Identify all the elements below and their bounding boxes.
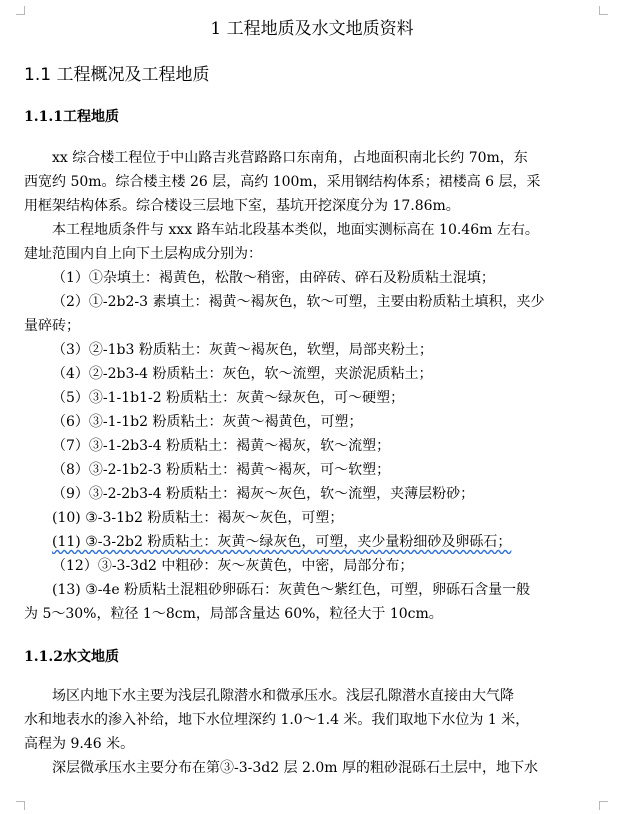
list-item: （8）③-2-1b2-3 粉质粘土：褐黄～褐灰，可～软塑；: [52, 462, 391, 478]
list-item: (10) ③-3-1b2 粉质粘土：褐灰～灰色，可塑；: [52, 510, 344, 526]
subsection-heading-geology: 1.1.1工程地质: [24, 109, 119, 125]
paragraph-line: 用框架结构体系。综合楼设三层地下室，基坑开挖深度分为 17.86m。: [24, 198, 460, 214]
paragraph-line: 西宽约 50m。综合楼主楼 26 层，高约 100m，采用钢结构体系；裙楼高 6 层，采: [24, 174, 541, 190]
list-item: （9）③-2-2b3-4 粉质粘土：褐灰～灰色，软～流塑，夹薄层粉砂；: [52, 486, 475, 502]
list-item: （5）③-1-1b1-2 粉质粘土：灰黄～绿灰色，可～硬塑；: [52, 390, 405, 406]
list-item: （6）③-1-1b2 粉质粘土：灰黄～褐黄色，可塑；: [52, 414, 363, 430]
paragraph-line: 水和地表水的渗入补给，地下水位埋深约 1.0～1.4 米。我们取地下水位为 1 米，: [24, 712, 530, 728]
corner-mark-top-left: [16, 6, 25, 15]
paragraph-line: 深层微承压水主要分布在第③-3-3d2 层 2.0m 厚的粗砂混砾石土层中，地下水: [52, 760, 539, 776]
corner-mark-bottom-right: [599, 801, 608, 810]
list-item: （2）①-2b2-3 素填土：褐黄～褐灰色，软～可塑，主要由粉质粘土填积，夹少: [52, 294, 545, 310]
section-heading: 1.1 工程概况及工程地质: [24, 65, 210, 85]
list-item: （7）③-1-2b3-4 粉质粘土：褐黄～褐灰，软～流塑；: [52, 438, 391, 454]
list-item: （4）②-2b3-4 粉质粘土：灰色，软～流塑，夹淤泥质粘土；: [52, 366, 433, 382]
paragraph-line: 高程为 9.46 米。: [24, 736, 135, 752]
list-item: （12）③-3-3d2 中粗砂：灰～灰黄色，中密，局部分布；: [52, 558, 414, 574]
paragraph-line: 本工程地质条件与 xxx 路车站北段基本类似，地面实测标高在 10.46m 左右。: [52, 222, 539, 238]
paragraph-line: 场区内地下水主要为浅层孔隙潜水和微承压水。浅层孔隙潜水直接由大气降: [52, 688, 514, 704]
hydrology-body: [24, 684, 592, 780]
list-item: （3）②-1b3 粉质粘土：灰黄～褐灰色，软塑，局部夹粉土；: [52, 342, 433, 358]
corner-mark-bottom-left: [16, 801, 25, 810]
corner-mark-top-right: [599, 6, 608, 15]
list-item-continuation: 量碎砖；: [24, 318, 80, 334]
list-item-continuation: 为 5～30%，粒径 1～8cm，局部含量达 60%，粒径大于 10cm。: [24, 606, 443, 622]
paragraph-line: 建址范围内自上向下土层构成分别为：: [24, 246, 262, 262]
geology-body: [24, 146, 592, 626]
list-item: (11) ③-3-2b2 粉质粘土：灰黄～绿灰色，可塑，夹少量粉细砂及卵砾石；: [52, 534, 512, 550]
subsection-heading-hydrology: 1.1.2水文地质: [24, 649, 119, 665]
list-item: （1）①杂填土：褐黄色，松散～稍密，由碎砖、碎石及粉质粘土混填；: [52, 270, 495, 286]
paragraph-line: xx 综合楼工程位于中山路吉兆营路路口东南角，占地面积南北长约 70m，东: [52, 150, 528, 166]
list-item: (13) ③-4e 粉质粘土混粗砂卵砾石：灰黄色～紫红色，可塑，卵砾石含量一般: [52, 582, 531, 598]
chapter-heading: 1 工程地质及水文地质资料: [210, 19, 414, 39]
